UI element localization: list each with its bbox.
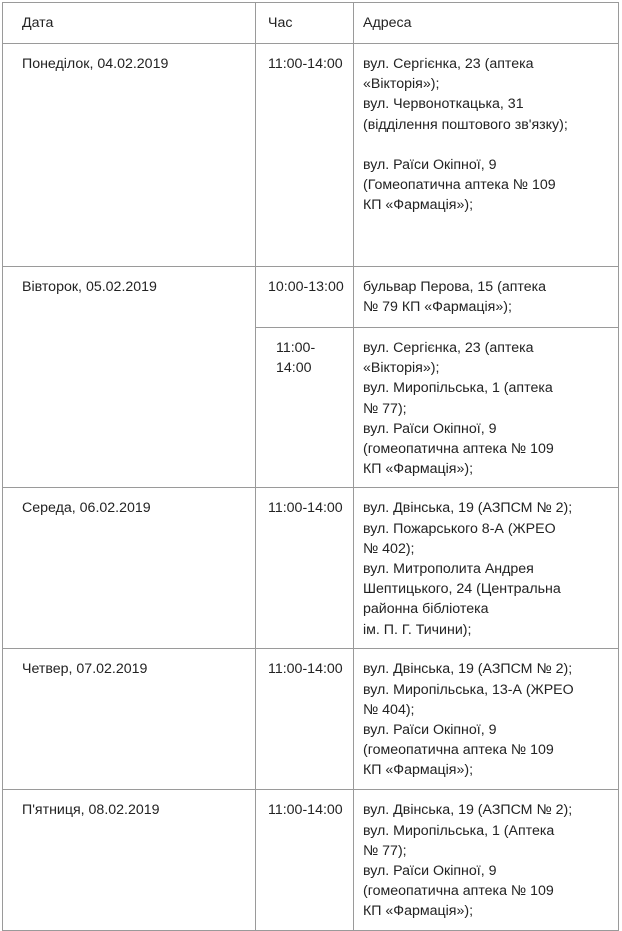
address-line: вул. Двінська, 19 (АЗПСМ № 2);: [363, 661, 573, 678]
address-line: вул. Раїси Окіпної, 9: [363, 863, 497, 880]
address-line: вул. Раїси Окіпної, 9: [363, 156, 497, 173]
address-cell: [354, 267, 619, 328]
date-cell: Понеділок, 04.02.2019: [3, 44, 256, 267]
address-line: (гомеопатична аптека № 109: [363, 883, 554, 900]
address-line: бульвар Перова, 15 (аптека: [363, 279, 547, 295]
address-line: «Вікторія»);: [363, 76, 440, 93]
address-cell: [354, 44, 619, 267]
address-line: КП «Фармація»);: [363, 197, 474, 214]
address-line: вул. Двінська, 19 (АЗПСМ № 2);: [363, 802, 573, 819]
address-line: КП «Фармація»);: [363, 903, 474, 920]
address-line: вул. Миропільська, 1 (Аптека: [363, 822, 555, 839]
address-cell: [354, 790, 619, 930]
address-line: (відділення поштового зв'язку);: [363, 116, 568, 133]
address-line: вул. Миропільська, 1 (аптека: [363, 380, 553, 397]
table-row: [3, 488, 619, 649]
table-row: [3, 44, 619, 267]
address-line: (гомеопатична аптека № 109: [363, 742, 554, 759]
time-cell: 11:00-14:00: [256, 488, 354, 649]
address-line: № 402);: [363, 540, 415, 557]
time-cell: 11:00-14:00: [256, 790, 354, 930]
address-line: вул. Раїси Окіпної, 9: [363, 722, 497, 739]
table-row: [3, 649, 619, 790]
time-cell: 11:00-14:00: [256, 328, 354, 488]
address-line: вул. Пожарського 8-А (ЖРЕО: [363, 520, 556, 537]
address-cell: [354, 328, 619, 488]
address-line: вул. Двінська, 19 (АЗПСМ № 2);: [363, 500, 573, 517]
time-cell: 11:00-14:00: [256, 649, 354, 790]
address-line: (гомеопатична аптека № 109: [363, 441, 554, 458]
address-line: районна бібліотека: [363, 601, 489, 618]
date-cell: Середа, 06.02.2019: [3, 488, 256, 649]
address-line: вул. Сергієнка, 23 (аптека: [363, 340, 534, 356]
schedule-table: [2, 2, 619, 931]
address-spacer: [363, 135, 610, 155]
time-cell: 10:00-13:00: [256, 267, 354, 328]
address-line: (Гомеопатична аптека № 109: [363, 177, 556, 194]
address-line: № 77);: [363, 400, 407, 417]
header-address: Адреса: [354, 3, 619, 44]
address-line: вул. Сергієнка, 23 (аптека: [363, 56, 534, 72]
date-cell: П'ятниця, 08.02.2019: [3, 790, 256, 930]
address-line: вул. Червоноткацька, 31: [363, 96, 524, 113]
address-line: вул. Раїси Окіпної, 9: [363, 420, 497, 437]
date-cell: Четвер, 07.02.2019: [3, 649, 256, 790]
address-line: № 404);: [363, 701, 415, 718]
address-cell: [354, 649, 619, 790]
address-line: Шептицького, 24 (Центральна: [363, 581, 561, 598]
table-header-row: [3, 3, 619, 44]
address-line: ім. П. Г. Тичини);: [363, 621, 472, 638]
address-line: № 77);: [363, 842, 407, 859]
address-line: вул. Миропільська, 13-А (ЖРЕО: [363, 681, 574, 698]
address-line: КП «Фармація»);: [363, 762, 474, 779]
address-line: КП «Фармація»);: [363, 461, 474, 478]
table-row: [3, 790, 619, 930]
table-row: [3, 267, 619, 328]
address-line: вул. Митрополита Андрея: [363, 561, 534, 578]
address-cell: [354, 488, 619, 649]
address-line: № 79 КП «Фармація»);: [363, 299, 512, 316]
header-date: Дата: [3, 3, 256, 44]
date-cell: Вівторок, 05.02.2019: [3, 267, 256, 488]
header-time: Час: [256, 3, 354, 44]
address-line: «Вікторія»);: [363, 360, 440, 377]
time-cell: 11:00-14:00: [256, 44, 354, 267]
